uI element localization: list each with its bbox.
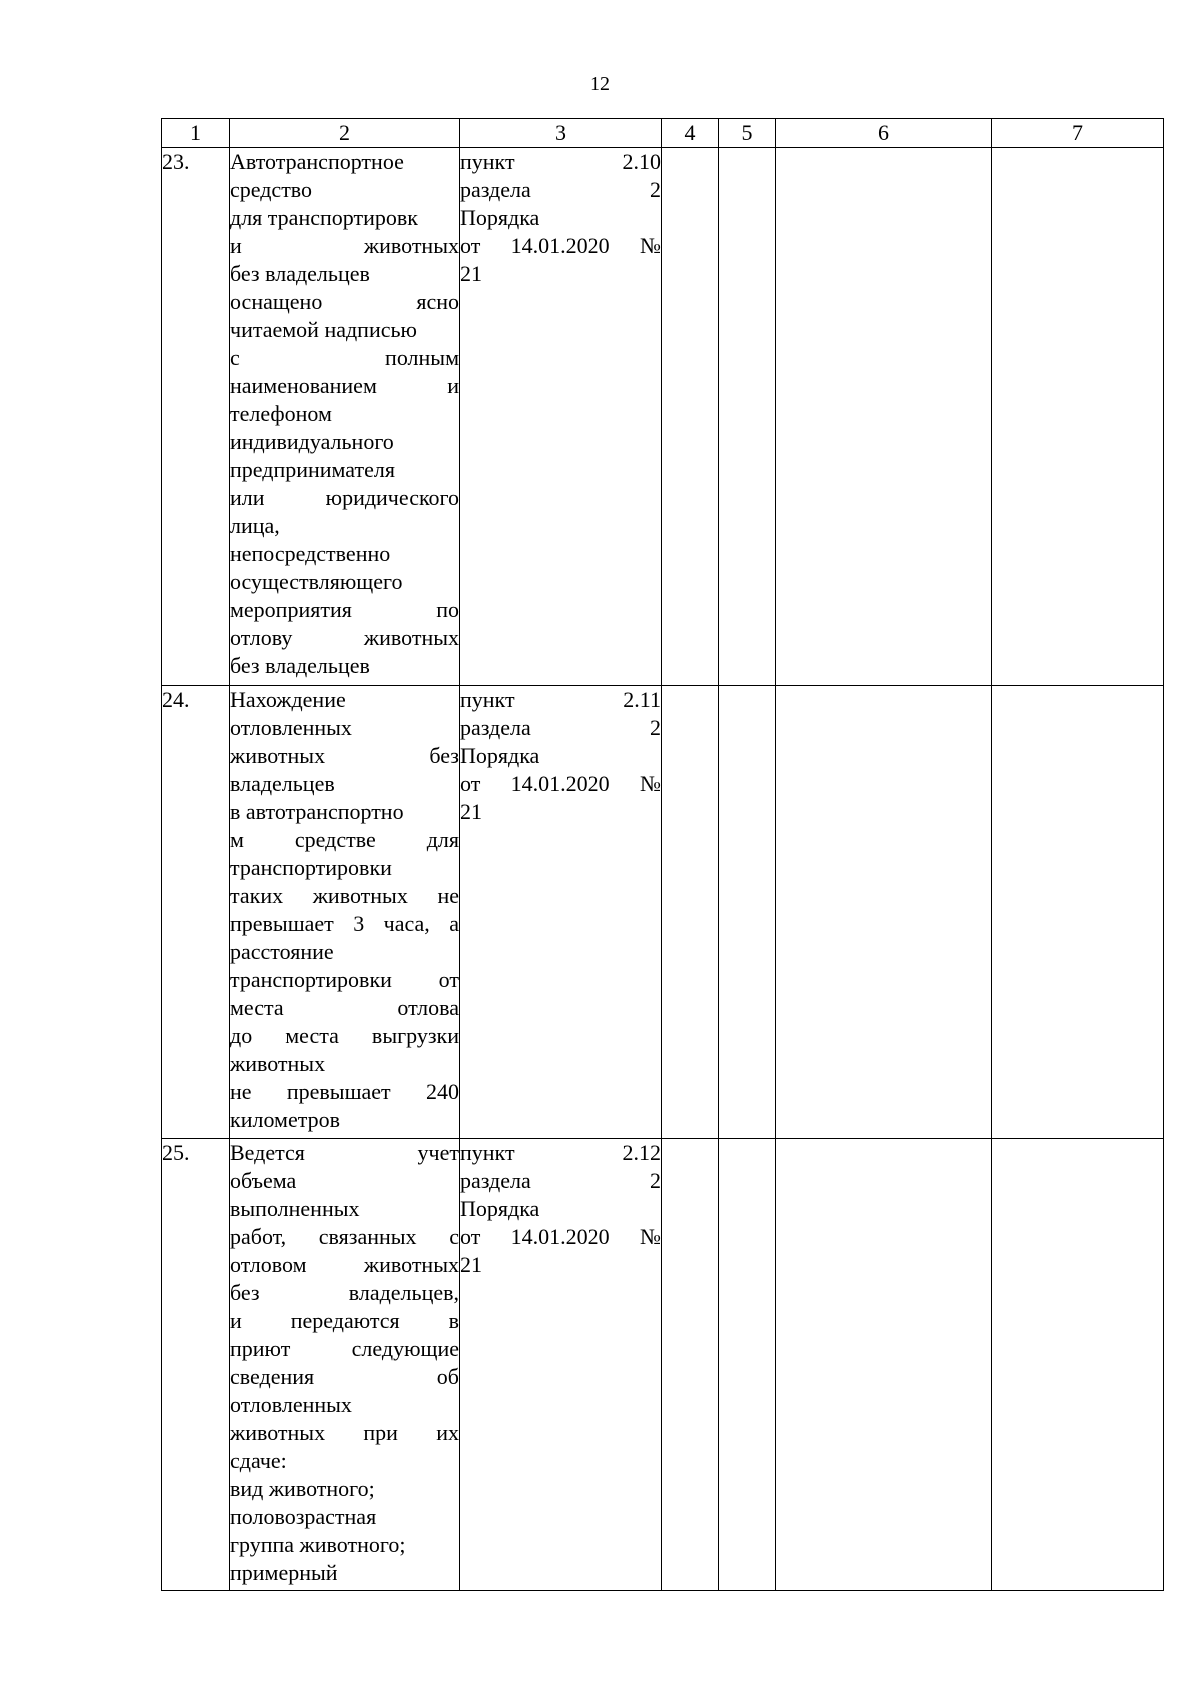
text-line: расстояние — [230, 939, 334, 964]
text-line: Автотранспортное — [230, 149, 404, 174]
text-line: без владельцев — [230, 653, 370, 678]
cell-col-4 — [662, 686, 719, 1139]
row-number: 24. — [162, 686, 230, 1139]
text-line: Порядка — [460, 743, 540, 768]
text-line: Порядка — [460, 1196, 540, 1221]
cell-col-5 — [719, 686, 776, 1139]
text-line: сведения об — [230, 1364, 459, 1389]
text-line: работ, связанных с — [230, 1224, 459, 1249]
text-line: Порядка — [460, 205, 540, 230]
text-line: отловом животных — [230, 1252, 459, 1277]
text-line: Ведется учет — [230, 1140, 459, 1165]
text-line: транспортировки — [230, 855, 392, 880]
text-line: м средстве для — [230, 827, 459, 852]
text-line: животных без — [230, 743, 459, 768]
text-line: пункт 2.10 — [460, 149, 661, 174]
text-line: и передаются в — [230, 1308, 459, 1333]
text-line: средство — [230, 177, 313, 202]
text-line: 21 — [460, 261, 482, 286]
text-line: половозрастная — [230, 1504, 377, 1529]
text-line: не превышает 240 — [230, 1079, 459, 1104]
table-row — [162, 148, 1164, 686]
cell-col-6 — [776, 148, 992, 686]
text-line: превышает 3 часа, а — [230, 911, 459, 936]
header-cell-1: 1 — [162, 119, 230, 148]
cell-col-5 — [719, 148, 776, 686]
text-line: Нахождение — [230, 687, 346, 712]
cell-col-5 — [719, 1139, 776, 1591]
cell-col-4 — [662, 1139, 719, 1591]
cell-col-4 — [662, 148, 719, 686]
header-cell-3: 3 — [460, 119, 662, 148]
text-line: предпринимателя — [230, 457, 395, 482]
text-line: читаемой надписью — [230, 317, 417, 342]
text-line: объема — [230, 1168, 297, 1193]
text-line: раздела 2 — [460, 177, 661, 202]
text-line: без владельцев, — [230, 1280, 459, 1305]
text-line: приют следующие — [230, 1336, 459, 1361]
row-number: 25. — [162, 1139, 230, 1591]
cell-col-7 — [992, 686, 1164, 1139]
text-line: вид животного; — [230, 1476, 375, 1501]
text-line: телефоном — [230, 401, 332, 426]
text-line: 21 — [460, 1252, 482, 1277]
text-line: пункт 2.12 — [460, 1140, 661, 1165]
text-line: примерный — [230, 1560, 338, 1585]
text-line: или юридического — [230, 485, 459, 510]
text-line: раздела 2 — [460, 1168, 661, 1193]
row-number: 23. — [162, 148, 230, 686]
text-line: наименованием и — [230, 373, 459, 398]
legal-reference — [460, 148, 662, 686]
text-line: отлову животных — [230, 625, 459, 650]
text-line: отловленных — [230, 1392, 352, 1417]
text-line: раздела 2 — [460, 715, 661, 740]
text-line: пункт 2.11 — [460, 687, 661, 712]
text-line: с полным — [230, 345, 459, 370]
cell-col-7 — [992, 1139, 1164, 1591]
text-line: непосредственно — [230, 541, 391, 566]
text-line: животных — [230, 1051, 326, 1076]
text-line: отловленных — [230, 715, 352, 740]
text-line: индивидуального — [230, 429, 394, 454]
table-row — [162, 1139, 1164, 1591]
text-line: сдаче: — [230, 1448, 287, 1473]
requirement-text — [230, 1139, 460, 1591]
text-line: от 14.01.2020 № — [460, 233, 661, 258]
text-line: без владельцев — [230, 261, 370, 286]
legal-reference — [460, 686, 662, 1139]
header-cell-7: 7 — [992, 119, 1164, 148]
text-line: километров — [230, 1107, 340, 1132]
cell-col-6 — [776, 1139, 992, 1591]
checklist-table — [161, 118, 1164, 1591]
text-line: лица, — [230, 513, 280, 538]
text-line: от 14.01.2020 № — [460, 771, 661, 796]
text-line: группа животного; — [230, 1532, 406, 1557]
text-line: в автотранспортно — [230, 799, 404, 824]
header-cell-6: 6 — [776, 119, 992, 148]
legal-reference — [460, 1139, 662, 1591]
text-line: 21 — [460, 799, 482, 824]
text-line: оснащено ясно — [230, 289, 459, 314]
text-line: выполненных — [230, 1196, 360, 1221]
text-line: владельцев — [230, 771, 335, 796]
requirement-text — [230, 148, 460, 686]
cell-col-6 — [776, 686, 992, 1139]
header-cell-4: 4 — [662, 119, 719, 148]
text-line: животных при их — [230, 1420, 459, 1445]
header-cell-2: 2 — [230, 119, 460, 148]
text-line: для транспортировк — [230, 205, 418, 230]
text-line: осуществляющего — [230, 569, 403, 594]
text-line: таких животных не — [230, 883, 459, 908]
text-line: мероприятия по — [230, 597, 459, 622]
requirement-text — [230, 686, 460, 1139]
text-line: и животных — [230, 233, 459, 258]
page-number: 12 — [590, 73, 610, 95]
text-line: места отлова — [230, 995, 459, 1020]
header-cell-5: 5 — [719, 119, 776, 148]
text-line: от 14.01.2020 № — [460, 1224, 661, 1249]
table-row — [162, 686, 1164, 1139]
text-line: до места выгрузки — [230, 1023, 459, 1048]
header-row — [162, 119, 1164, 148]
text-line: транспортировки от — [230, 967, 459, 992]
cell-col-7 — [992, 148, 1164, 686]
